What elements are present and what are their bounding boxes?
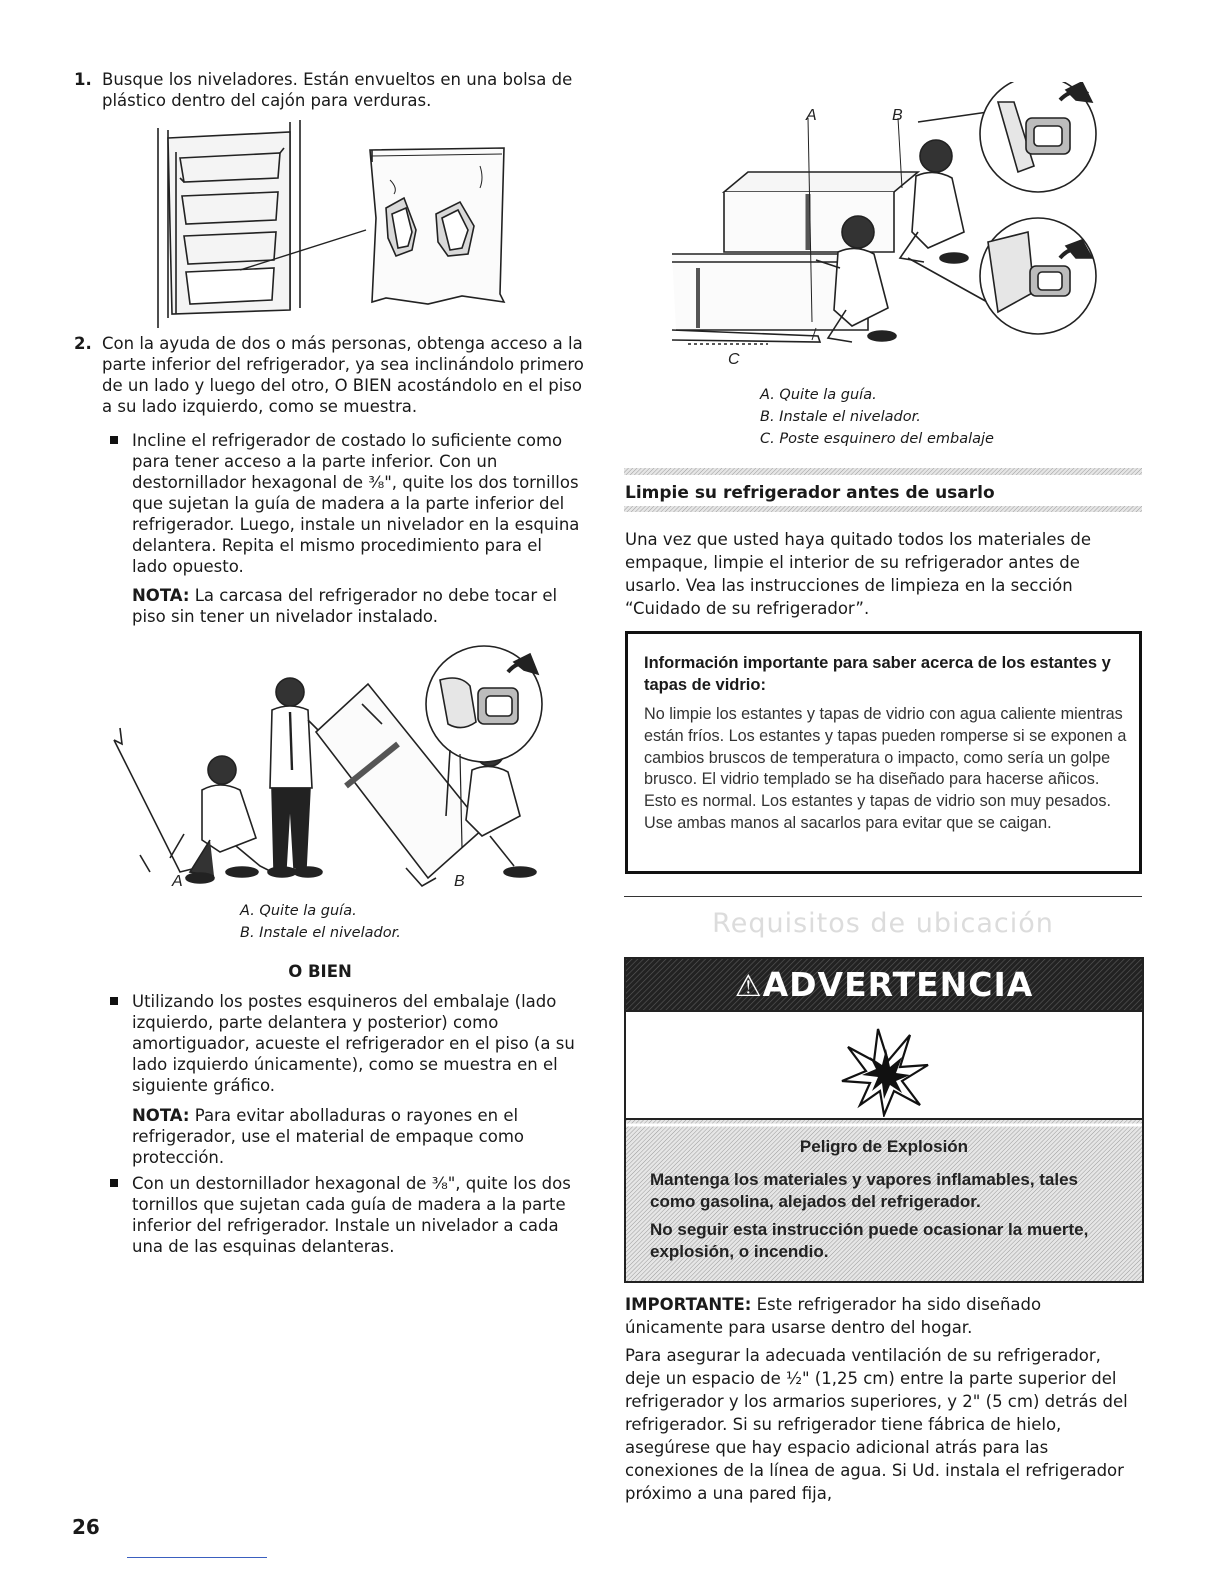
importante-label: IMPORTANTE: [625, 1295, 752, 1314]
fig2-label-a: A [172, 873, 183, 890]
glass-info-box [625, 631, 1142, 874]
bullet-square-icon [110, 1179, 118, 1187]
glass-info-text: No limpie los estantes y tapas de vidrio con agua caliente mientras están fríos. Los estantes y tapas pueden romperse si se exponen a cambios bruscos de temperatura o impacto, como sería un golpe brusco. El vidrio templado se ha diseñado para hacerse añicos. Esto es normal. Los estantes y tapas de vidrio son muy pesados. Use ambas manos al sacarlos para evitar que se caigan. [644, 705, 1127, 832]
hazard-line-2: No seguir esta instrucción puede ocasionar la muerte, explosión, o incendio. [650, 1220, 1089, 1261]
clean-text: Una vez que usted haya quitado todos los materiales de empaque, limpie el interior de su refrigerador antes de usarlo. Vea las instrucciones de limpieza en la sección “Cuidado de su refrigerador”. [625, 530, 1092, 618]
page-number: 26 [72, 1515, 100, 1539]
note-2-label: NOTA: [132, 1106, 190, 1125]
note-1-text: La carcasa del refrigerador no debe tocar el piso sin tener un nivelador instalado. [132, 586, 558, 626]
fig-caption-a: A. Quite la guía. [760, 387, 877, 403]
fig-label-c: C [728, 351, 740, 368]
bullet-lay-down-method [110, 991, 580, 1096]
fig2-caption-b: B. Instale el nivelador. [240, 925, 401, 941]
fig-label-b: B [892, 107, 903, 124]
clean-heading: Limpie su refrigerador antes de usarlo [625, 483, 995, 503]
fig-label-a: A [806, 107, 817, 124]
step-2 [74, 333, 584, 417]
fig2-label-b: B [454, 873, 465, 890]
bullet-lay-down-text: Utilizando los postes esquineros del embalaje (lado izquierdo, parte delantera y posterior) como amortiguador, acueste el refrigerador en el piso (a su lado izquierdo únicamente), como se muestra en el siguiente gráfico. [132, 992, 575, 1095]
fig-caption-b: B. Instale el nivelador. [760, 409, 921, 425]
note-1-label: NOTA: [132, 586, 190, 605]
tilt-refrigerator-illustration [110, 640, 550, 890]
step-1 [74, 69, 584, 111]
warning-header [626, 965, 1142, 1004]
fig2-caption-a: A. Quite la guía. [240, 903, 357, 919]
bullet-square-icon [110, 997, 118, 1005]
section-rule [624, 896, 1142, 897]
bullet-tilt-text: Incline el refrigerador de costado lo suficiente como para tener acceso a la parte inferior. Con un destornillador hexagonal de ³⁄₈", quite los dos tornillos que sujetan la guía de madera a la parte inferior del refrigerador. Luego, instale un nivelador en la esquina delantera. Repita el mismo procedimiento para el lado opuesto. [132, 431, 580, 576]
bullet-remove-screws-text: Con un destornillador hexagonal de ³⁄₈", quite los dos tornillos que sujetan cada guía de madera a la parte inferior del refrigerador. Instale un nivelador a cada una de las esquinas delanteras. [132, 1174, 571, 1256]
or-heading: O BIEN [288, 962, 352, 981]
bullet-square-icon [110, 436, 118, 444]
laid-down-refrigerator-illustration [668, 82, 1108, 372]
section-title: Requisitos de ubicación [712, 908, 1054, 939]
clean-heading-rule-bottom [624, 506, 1142, 512]
fig-caption-c: C. Poste esquinero del embalaje [760, 431, 994, 447]
step-1-text: Busque los niveladores. Están envueltos en una bolsa de plástico dentro del cajón para verduras. [102, 70, 573, 110]
bullet-tilt-method [110, 430, 580, 577]
importante-text: Este refrigerador ha sido diseñado únicamente para usarse dentro del hogar. [625, 1295, 1042, 1337]
hazard-title: Peligro de Explosión [799, 1137, 969, 1156]
step-1-number: 1. [74, 70, 92, 89]
footer-rule [127, 1557, 267, 1558]
explosion-icon [840, 1021, 930, 1117]
ventilation-paragraph: Para asegurar la adecuada ventilación de su refrigerador, deje un espacio de ½" (1,25 cm) entre la parte superior del refrigerador y los armarios superiores, y 2" (5 cm) detrás del refrigerador. Si su refrigerador tiene fábrica de hielo, asegúrese que hay espacio adicional atrás para las conexiones de la línea de agua. Si Ud. instala el refrigerador próximo a una pared fija, [625, 1346, 1128, 1503]
step-2-number: 2. [74, 334, 92, 353]
warning-word: ADVERTENCIA [762, 965, 1034, 1004]
warning-triangle-icon: ⚠ [734, 969, 763, 1004]
step-2-text: Con la ayuda de dos o más personas, obtenga acceso a la parte inferior del refrigerador, ya sea inclinándolo primero de un lado y luego del otro, O BIEN acostándolo en el piso a su lado izquierdo, como se muestra. [102, 334, 584, 416]
note-1 [132, 585, 580, 627]
levelers-in-bag-illustration [150, 118, 510, 338]
importante-paragraph [625, 1293, 1140, 1339]
glass-info-title: Información importante para saber acerca de los estantes y tapas de vidrio: [644, 654, 1111, 694]
warning-box [624, 957, 1144, 1283]
note-2-text: Para evitar abolladuras o rayones en el refrigerador, use el material de empaque como protección. [132, 1106, 524, 1167]
clean-heading-rule-top [624, 468, 1142, 475]
bullet-remove-screws [110, 1173, 584, 1257]
note-2 [132, 1105, 580, 1168]
hazard-line-1: Mantenga los materiales y vapores inflamables, tales como gasolina, alejados del refrigerador. [650, 1170, 1079, 1211]
